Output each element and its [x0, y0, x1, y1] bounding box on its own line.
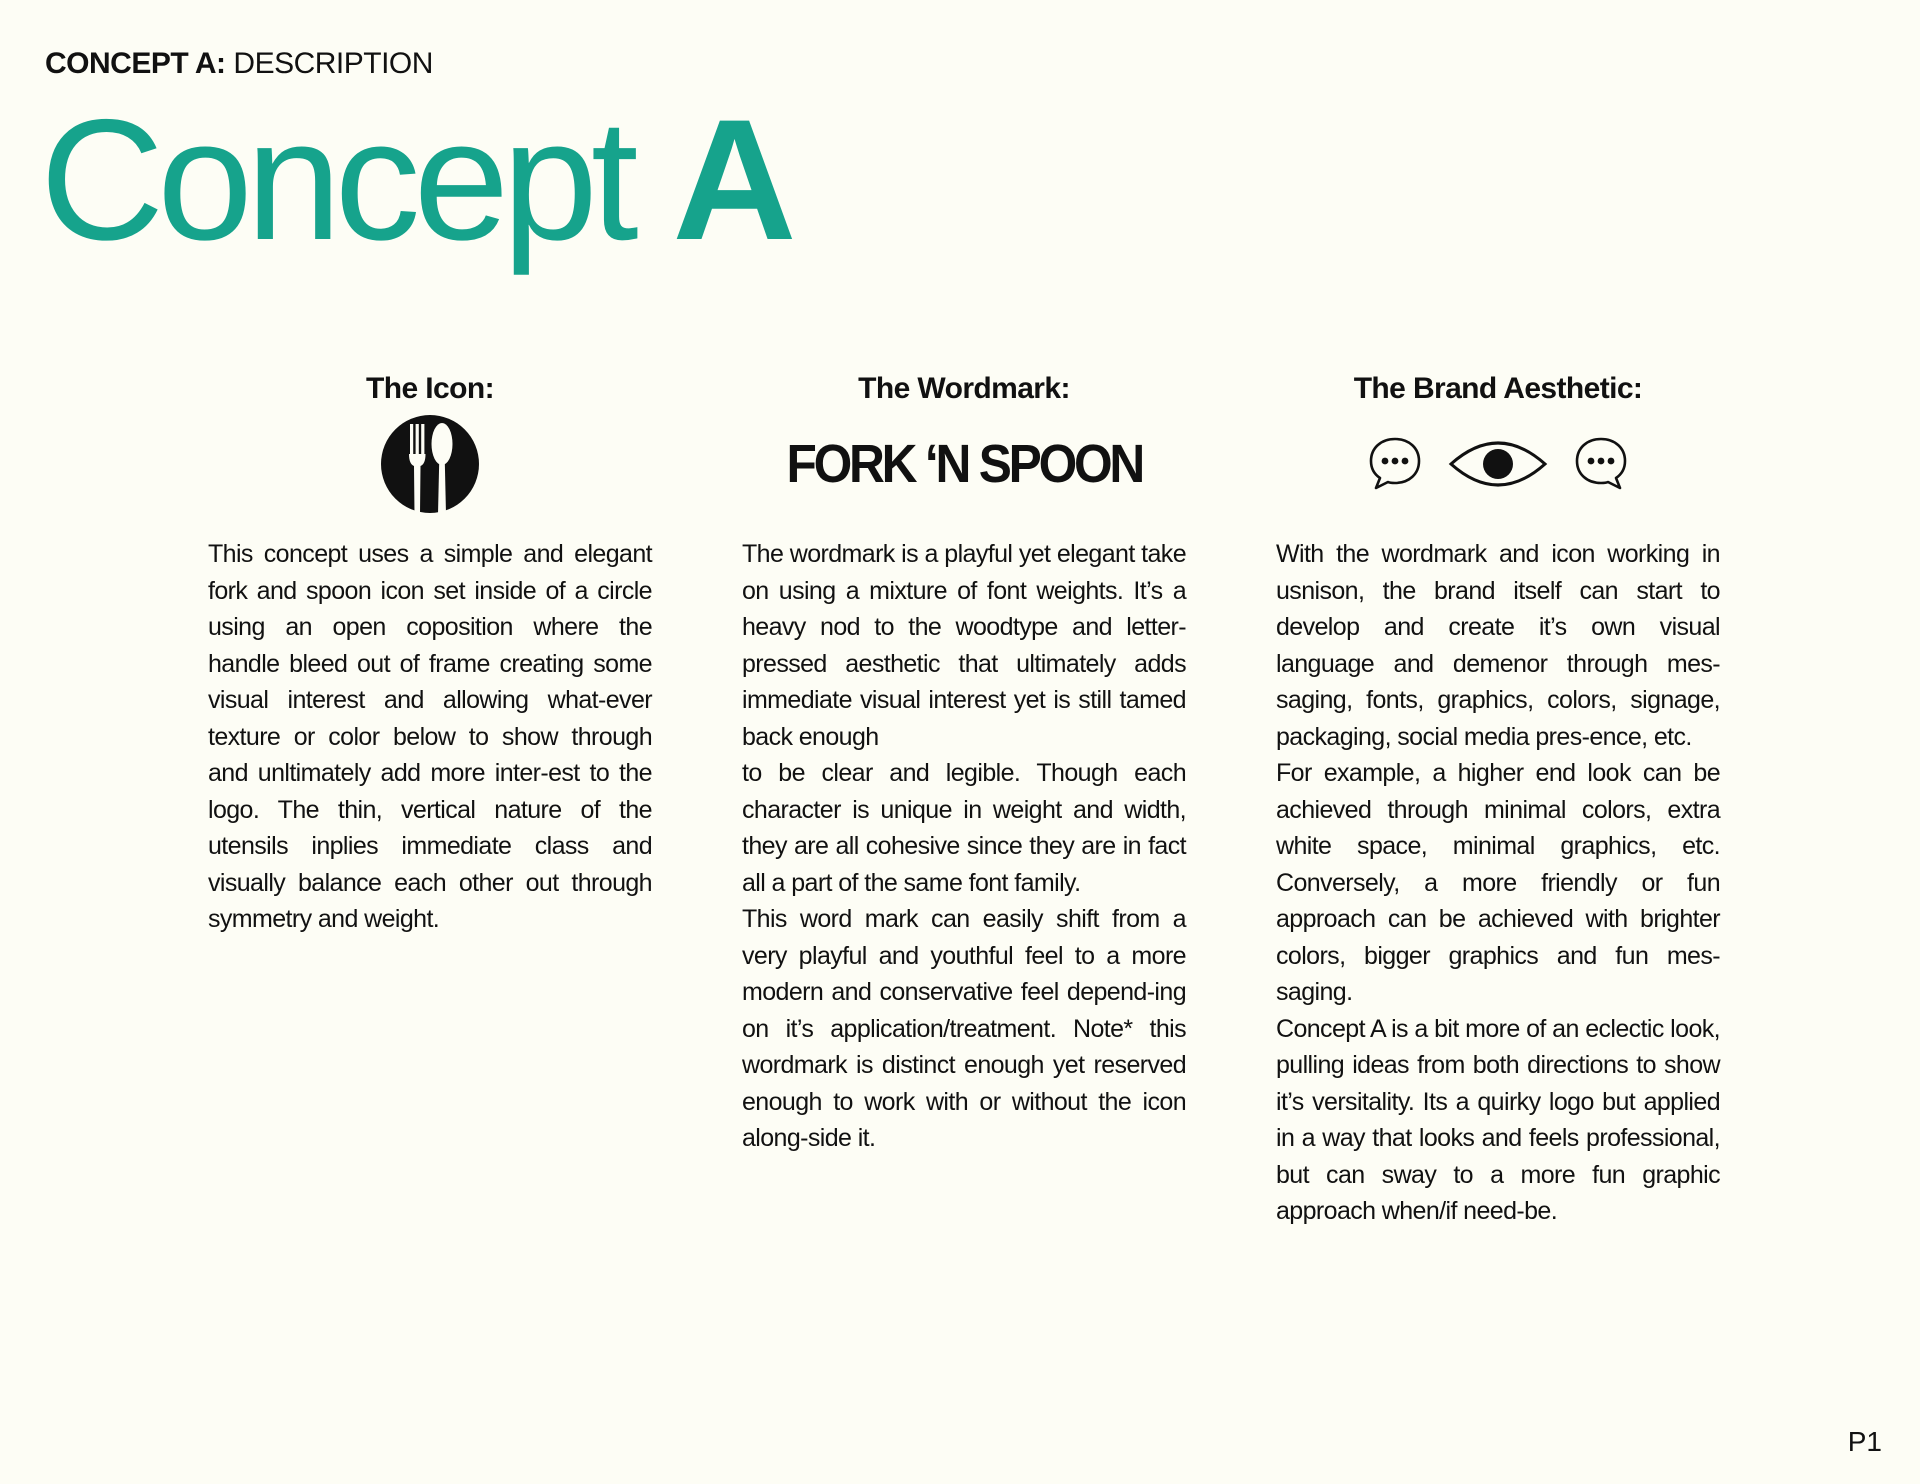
column-text: [742, 536, 1186, 1157]
paragraph: With the wordmark and icon working in usnison, the brand itself can start to develop and create it’s own visual language and demenor through mes-saging, fonts, graphics, colors, signage, packaging, social media pres-ence, etc.: [1276, 540, 1720, 751]
column-heading: The Brand Aesthetic:: [1353, 372, 1643, 405]
eye-icon: [1448, 436, 1548, 492]
aesthetic-icons: [1366, 435, 1630, 493]
column-icon: [208, 370, 652, 938]
column-brand-aesthetic: [1276, 370, 1720, 1230]
page-title: [40, 80, 790, 280]
section-label-rest: DESCRIPTION: [225, 47, 433, 80]
column-heading: The Wordmark:: [858, 372, 1070, 405]
wordmark-logo: FORK ‘N SPOON: [786, 434, 1142, 494]
paragraph: Concept A is a bit more of an eclectic look, pulling ideas from both directions to show it’s versitality. Its a quirky logo but applied in a way that looks and feels professional, but can sway to a more fun graphic approach when/if need-be.: [1276, 1014, 1720, 1225]
section-label-bold: CONCEPT A:: [45, 47, 226, 80]
paragraph: This word mark can easily shift from a very playful and youthful feel to a more modern and conservative feel depend-ing on it’s application/treatment. Note* this wordmark is distinct enough yet reserved enough to work with or without the icon along-side it.: [742, 905, 1186, 1152]
paragraph: to be clear and legible. Though each character is unique in weight and width, they are all cohesive since they are in fact all a part of the same font family.: [742, 759, 1186, 897]
section-label: [45, 46, 433, 82]
wordmark-graphic: [742, 412, 1186, 516]
column-heading: The Icon:: [366, 372, 494, 405]
paragraph: For example, a higher end look can be achieved through minimal colors, extra white space, minimal graphics, etc. Conversely, a more friendly or fun approach can be achieved with brighter colors, bigger graphics and fun mes-saging.: [1276, 759, 1720, 1006]
page-title-regular: Concept: [40, 84, 673, 276]
fork-and-spoon-circle-icon: [380, 414, 480, 514]
page-number: P1: [1847, 1426, 1882, 1457]
paragraph: This concept uses a simple and elegant fork and spoon icon set inside of a circle using an open coposition where the handle bleed out of frame creating some visual interest and allowing what-ever texture or color below to show through and unltimately add more inter-est to the logo. The thin, vertical nature of the utensils inplies immediate class and visually balance each other out through symmetry and weight.: [208, 540, 652, 933]
paragraph: The wordmark is a playful yet elegant take on using a mixture of font weights. It’s a heavy nod to the woodtype and letter-pressed aesthetic that ultimately adds immediate visual interest yet is still tamed back enough: [742, 540, 1186, 751]
speech-bubble-icon: [1366, 435, 1424, 493]
column-wordmark: [742, 370, 1186, 1157]
aesthetic-graphic: [1276, 412, 1720, 516]
column-text: [208, 536, 652, 938]
icon-graphic: [208, 412, 652, 516]
speech-bubble-icon: [1572, 435, 1630, 493]
page-title-bold: A: [672, 84, 790, 276]
column-text: [1276, 536, 1720, 1230]
